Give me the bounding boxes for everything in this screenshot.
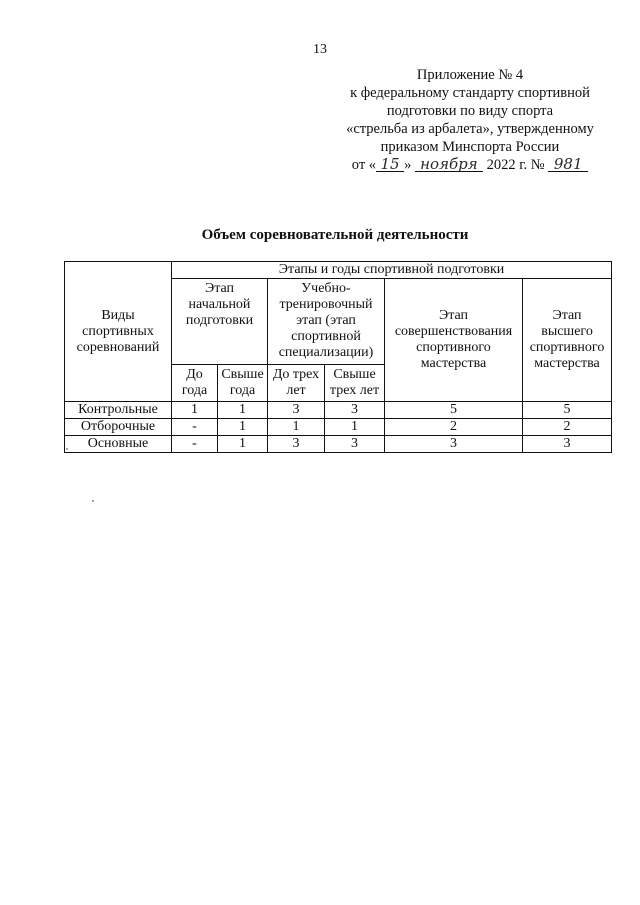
year-text: 2022 г. №	[486, 157, 545, 173]
annex-line-sport-name: «стрельба из арбалета», утвержденному	[346, 121, 594, 137]
document-title: Объем соревновательной деятельности	[201, 227, 469, 243]
date-prefix: от «	[351, 157, 377, 173]
header-upto-three: До трех лет	[268, 365, 325, 402]
annex-block	[330, 66, 610, 174]
date-mid: »	[404, 157, 412, 173]
header-stage-training: Учебно-тренировочный этап (этап спортивной специализации)	[268, 279, 385, 365]
annex-line-order: приказом Минспорта России	[380, 139, 560, 155]
table-cell: 3	[325, 436, 385, 453]
table-cell: 3	[325, 402, 385, 419]
table-cell: 1	[268, 419, 325, 436]
header-over-year: Свыше года	[218, 365, 268, 402]
table-cell: 2	[385, 419, 523, 436]
table-cell: 3	[523, 436, 612, 453]
annex-title: Приложение № 4	[416, 67, 524, 83]
row-label: Контрольные	[65, 402, 172, 419]
row-label: Основные	[65, 436, 172, 453]
table-cell: 3	[268, 402, 325, 419]
header-stage-highest: Этап высшего спортивного мастерства	[523, 279, 612, 402]
header-stage-initial: Этап начальной подготовки	[172, 279, 268, 365]
table-cell: 5	[385, 402, 523, 419]
table-row	[65, 402, 612, 419]
table-header-row	[65, 262, 612, 279]
header-upto-year: До года	[172, 365, 218, 402]
handwritten-order-number: 981	[548, 157, 588, 172]
table-row	[65, 436, 612, 453]
header-stage-improvement: Этап совершенствования спортивного мастерства	[385, 279, 523, 402]
annex-line-standard: к федеральному стандарту спортивной	[350, 85, 590, 101]
header-kinds: Виды спортивных соревнований	[65, 262, 172, 402]
table-cell: 1	[218, 402, 268, 419]
table-cell: -	[172, 419, 218, 436]
annex-line-sport: подготовки по виду спорта	[386, 103, 554, 119]
table-row	[65, 419, 612, 436]
table-cell: 2	[523, 419, 612, 436]
header-over-three: Свыше трех лет	[325, 365, 385, 402]
table-cell: 1	[325, 419, 385, 436]
page-number: 13	[313, 42, 327, 57]
handwritten-month: ноября	[415, 157, 483, 172]
row-label: Отборочные	[65, 419, 172, 436]
table-cell: 3	[385, 436, 523, 453]
table-cell: 1	[218, 419, 268, 436]
table-cell: 1	[172, 402, 218, 419]
table-cell: -	[172, 436, 218, 453]
competition-volume-table	[64, 261, 612, 453]
table-cell: 5	[523, 402, 612, 419]
table-cell: 1	[218, 436, 268, 453]
annex-date-line	[330, 156, 610, 174]
handwritten-day: 15	[376, 157, 404, 172]
scan-artifact	[92, 500, 94, 502]
scan-artifact	[66, 448, 68, 450]
table-cell: 3	[268, 436, 325, 453]
header-stages-group: Этапы и годы спортивной подготовки	[172, 262, 612, 279]
